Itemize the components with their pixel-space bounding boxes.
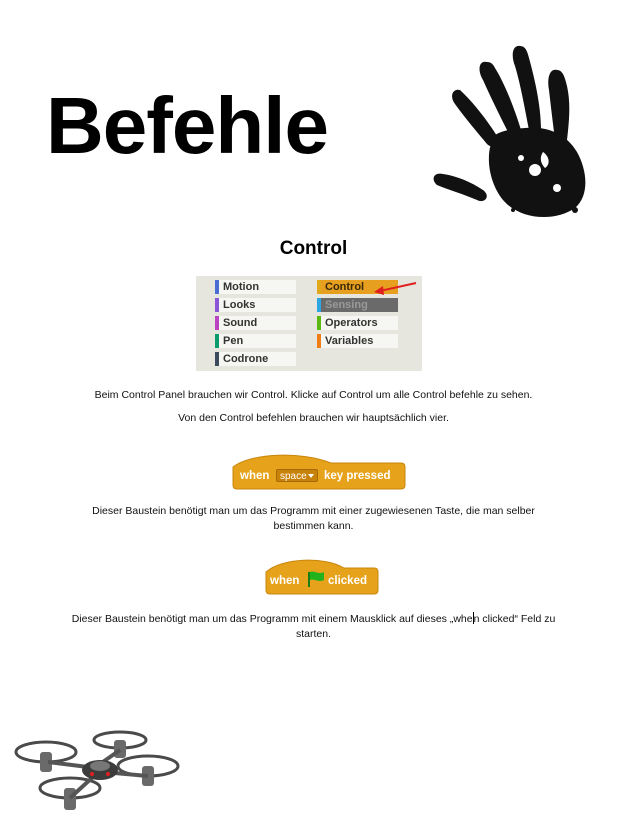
flag-block-description: [56, 612, 571, 642]
category-looks[interactable]: [215, 298, 296, 312]
key-block-description-line1: Dieser Baustein benötigt man um das Programm mit einer zugewiesenen Taste, die man selber: [92, 505, 535, 517]
flag-block-description-line2: starten.: [295, 628, 332, 640]
block-suffix: key pressed: [324, 470, 391, 482]
key-dropdown-value: space: [280, 471, 307, 482]
category-operators[interactable]: [317, 316, 398, 330]
drone-image: [8, 722, 186, 814]
count-paragraph: Von den Control befehlen brauchen wir hauptsächlich vier.: [178, 412, 449, 424]
category-label: Sound: [223, 317, 258, 329]
category-label: Variables: [325, 335, 374, 347]
category-label: Looks: [223, 299, 256, 311]
pen-swatch: [215, 334, 219, 348]
control-swatch: [317, 280, 321, 294]
block-prefix: when: [240, 470, 270, 482]
block-prefix: when: [270, 575, 300, 587]
category-label: Motion: [223, 281, 260, 293]
green-flag-icon: [306, 570, 326, 588]
category-sensing[interactable]: [317, 298, 398, 312]
key-block-description-line2: bestimmen kann.: [273, 520, 354, 532]
category-label: Pen: [223, 335, 244, 347]
category-sound[interactable]: [215, 316, 296, 330]
page-title: Befehle: [46, 81, 328, 170]
sound-swatch: [215, 316, 219, 330]
motion-swatch: [215, 280, 219, 294]
red-arrow-icon: [372, 281, 418, 297]
operators-swatch: [317, 316, 321, 330]
category-codrone[interactable]: [215, 352, 296, 366]
section-heading: Control: [279, 238, 348, 259]
sensing-swatch: [317, 298, 321, 312]
flag-block-description-line1a: Dieser Baustein benötigt man um das Programm mit einem Mausklick auf dieses „whe: [71, 613, 473, 625]
chevron-down-icon: [308, 474, 314, 478]
when-key-pressed-block[interactable]: [231, 451, 407, 483]
looks-swatch: [215, 298, 219, 312]
category-pen[interactable]: [215, 334, 296, 348]
when-flag-clicked-block[interactable]: [264, 556, 380, 588]
variables-swatch: [317, 334, 321, 348]
key-dropdown[interactable]: [276, 469, 318, 482]
flag-block-description-line1b: n clicked“ Feld zu: [473, 613, 556, 625]
category-label: Control: [325, 281, 365, 293]
intro-paragraph: Beim Control Panel brauchen wir Control. Klicke auf Control um alle Control befehle zu sehen.: [94, 389, 533, 401]
key-block-description: [60, 504, 567, 534]
category-variables[interactable]: [317, 334, 398, 348]
codrone-swatch: [215, 352, 219, 366]
category-label: Sensing: [325, 299, 368, 311]
category-motion[interactable]: [215, 280, 296, 294]
category-label: Codrone: [223, 353, 269, 365]
block-suffix: clicked: [328, 575, 367, 587]
category-label: Operators: [325, 317, 378, 329]
handprint-image: [425, 40, 595, 230]
